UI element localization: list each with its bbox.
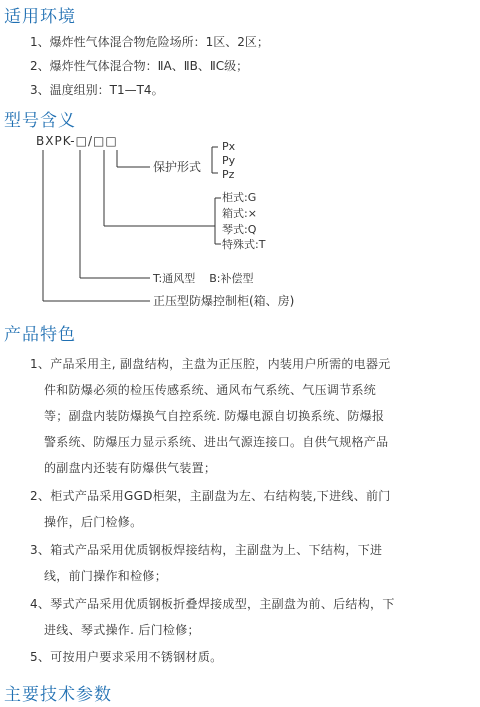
feature-line-12: 5、可按用户要求采用不锈钢材质。 <box>30 650 223 664</box>
feature-line-4: 警系统、防爆压力显示系统、进出气源连接口。自供气规格产品 <box>44 435 389 449</box>
section-title-params: 主要技术参数 <box>4 685 112 705</box>
model-diagram <box>0 135 480 315</box>
feature-line-5: 的副盘内还装有防爆供气装置； <box>44 461 217 475</box>
feature-line-8: 3、箱式产品采用优质钢板焊接结构，主副盘为上、下结构，下进 <box>30 543 383 557</box>
cabinet-type-g: 柜式:G <box>222 191 257 204</box>
cabinet-type-box: 箱式:× <box>222 207 257 220</box>
protection-py: Py <box>222 154 236 167</box>
feature-line-10: 4、琴式产品采用优质钢板折叠焊接成型，主副盘为前、后结构，下 <box>30 597 395 611</box>
protection-label: 保护形式 <box>153 160 202 174</box>
feature-line-11: 进线、琴式操作. 后门检修； <box>44 623 200 637</box>
feature-line-7: 操作，后门检修。 <box>44 515 143 529</box>
feature-line-3: 等；副盘内装防爆换气自控系统. 防爆电源自切换系统、防爆报 <box>44 409 385 423</box>
env-item-1: 1、爆炸性气体混合物危险场所：1区、2区； <box>30 35 269 49</box>
product-name: 正压型防爆控制柜(箱、房) <box>153 294 295 308</box>
vent-types: T:通风型 B:补偿型 <box>153 272 254 285</box>
section-title-features: 产品特色 <box>4 325 76 345</box>
env-item-2: 2、爆炸性气体混合物：ⅡA、ⅡB、ⅡC级； <box>30 59 249 73</box>
cabinet-type-q: 琴式:Q <box>222 223 257 236</box>
section-title-env: 适用环境 <box>4 7 76 27</box>
feature-line-9: 线，前门操作和检修； <box>44 569 168 583</box>
feature-line-6: 2、柜式产品采用GGD柜架，主副盘为左、右结构装,下进线、前门 <box>30 489 391 503</box>
section-title-model: 型号含义 <box>4 111 76 131</box>
feature-line-1: 1、产品采用主, 副盘结构，主盘为正压腔，内装用户所需的电器元 <box>30 357 391 371</box>
cabinet-type-t: 特殊式:T <box>222 238 266 251</box>
feature-line-2: 件和防爆必须的检压传感系统、通风布气系统、气压调节系统 <box>44 383 377 397</box>
protection-px: Px <box>222 140 236 153</box>
env-item-3: 3、温度组别：T1—T4。 <box>30 83 164 97</box>
model-code: BXPK-□/□□ <box>36 135 118 148</box>
protection-pz: Pz <box>222 168 235 181</box>
